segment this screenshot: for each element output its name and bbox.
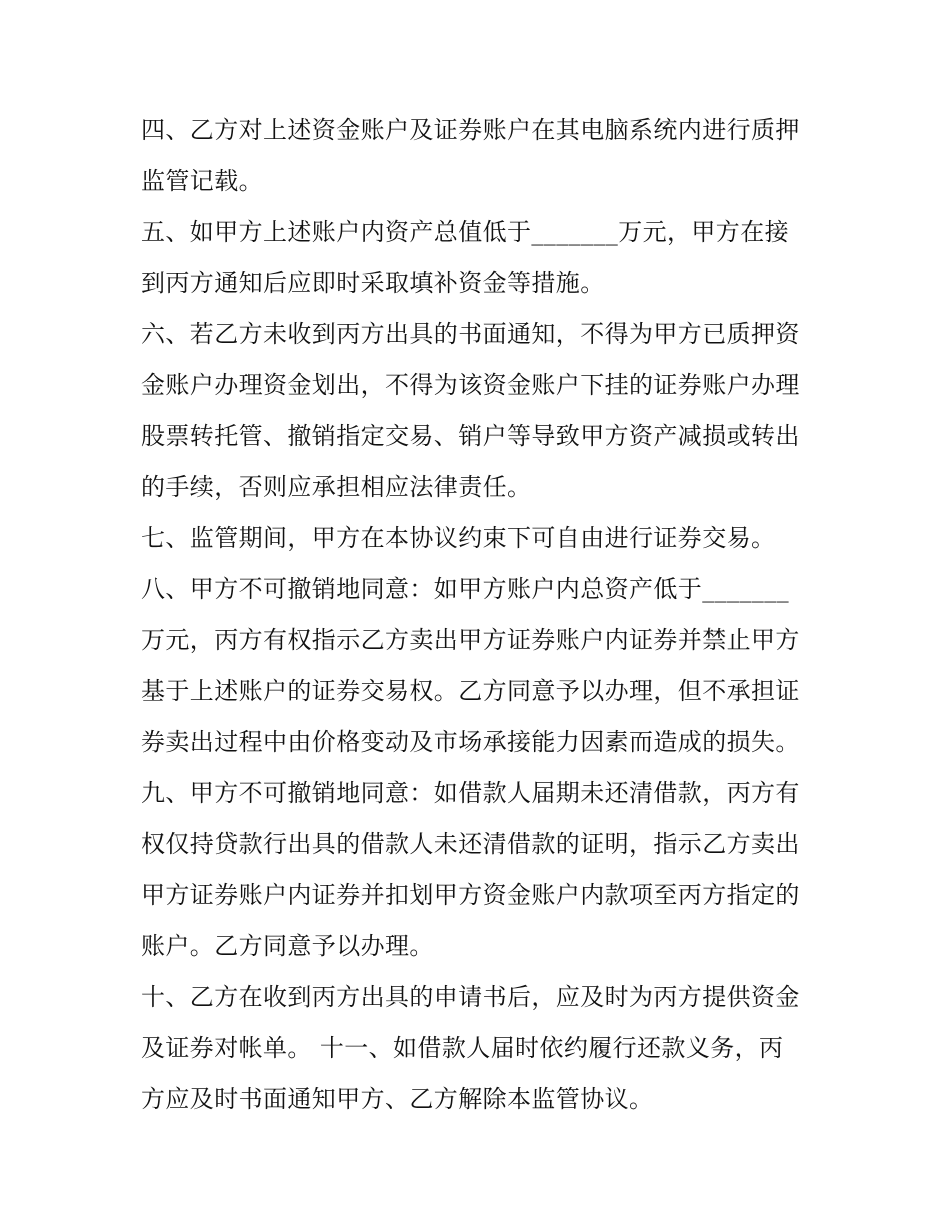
text-line: 金账户办理资金划出，不得为该资金账户下挂的证券账户办理	[141, 371, 800, 399]
text-line: 账户。乙方同意予以办理。	[141, 932, 434, 960]
text-line: 监管记载。	[141, 167, 263, 195]
text-line: 股票转托管、撤销指定交易、销户等导致甲方资产减损或转出	[141, 422, 800, 450]
text-line: 基于上述账户的证券交易权。乙方同意予以办理，但不承担证	[141, 677, 800, 705]
text-line: 权仅持贷款行出具的借款人未还清借款的证明，指示乙方卖出	[141, 830, 800, 858]
text-line: 九、甲方不可撤销地同意：如借款人届期未还清借款，丙方有	[141, 779, 800, 807]
text-line: 七、监管期间，甲方在本协议约束下可自由进行证券交易。	[141, 524, 776, 552]
text-line: 及证券对帐单。 十一、如借款人届时依约履行还款义务，丙	[141, 1034, 784, 1062]
text-line: 到丙方通知后应即时采取填补资金等措施。	[141, 269, 605, 297]
text-line: 万元，丙方有权指示乙方卖出甲方证券账户内证券并禁止甲方	[141, 626, 800, 654]
text-line: 方应及时书面通知甲方、乙方解除本监管协议。	[141, 1085, 654, 1113]
text-line: 的手续，否则应承担相应法律责任。	[141, 473, 532, 501]
text-line: 八、甲方不可撤销地同意：如甲方账户内总资产低于_______	[141, 575, 789, 603]
text-line: 六、若乙方未收到丙方出具的书面通知，不得为甲方已质押资	[141, 320, 800, 348]
text-line: 十、乙方在收到丙方出具的申请书后，应及时为丙方提供资金	[141, 983, 800, 1011]
text-line: 券卖出过程中由价格变动及市场承接能力因素而造成的损失。	[141, 728, 800, 756]
text-line: 五、如甲方上述账户内资产总值低于_______万元，甲方在接	[141, 218, 789, 246]
text-line: 甲方证券账户内证券并扣划甲方资金账户内款项至丙方指定的	[141, 881, 800, 909]
text-line: 四、乙方对上述资金账户及证券账户在其电脑系统内进行质押	[141, 116, 800, 144]
